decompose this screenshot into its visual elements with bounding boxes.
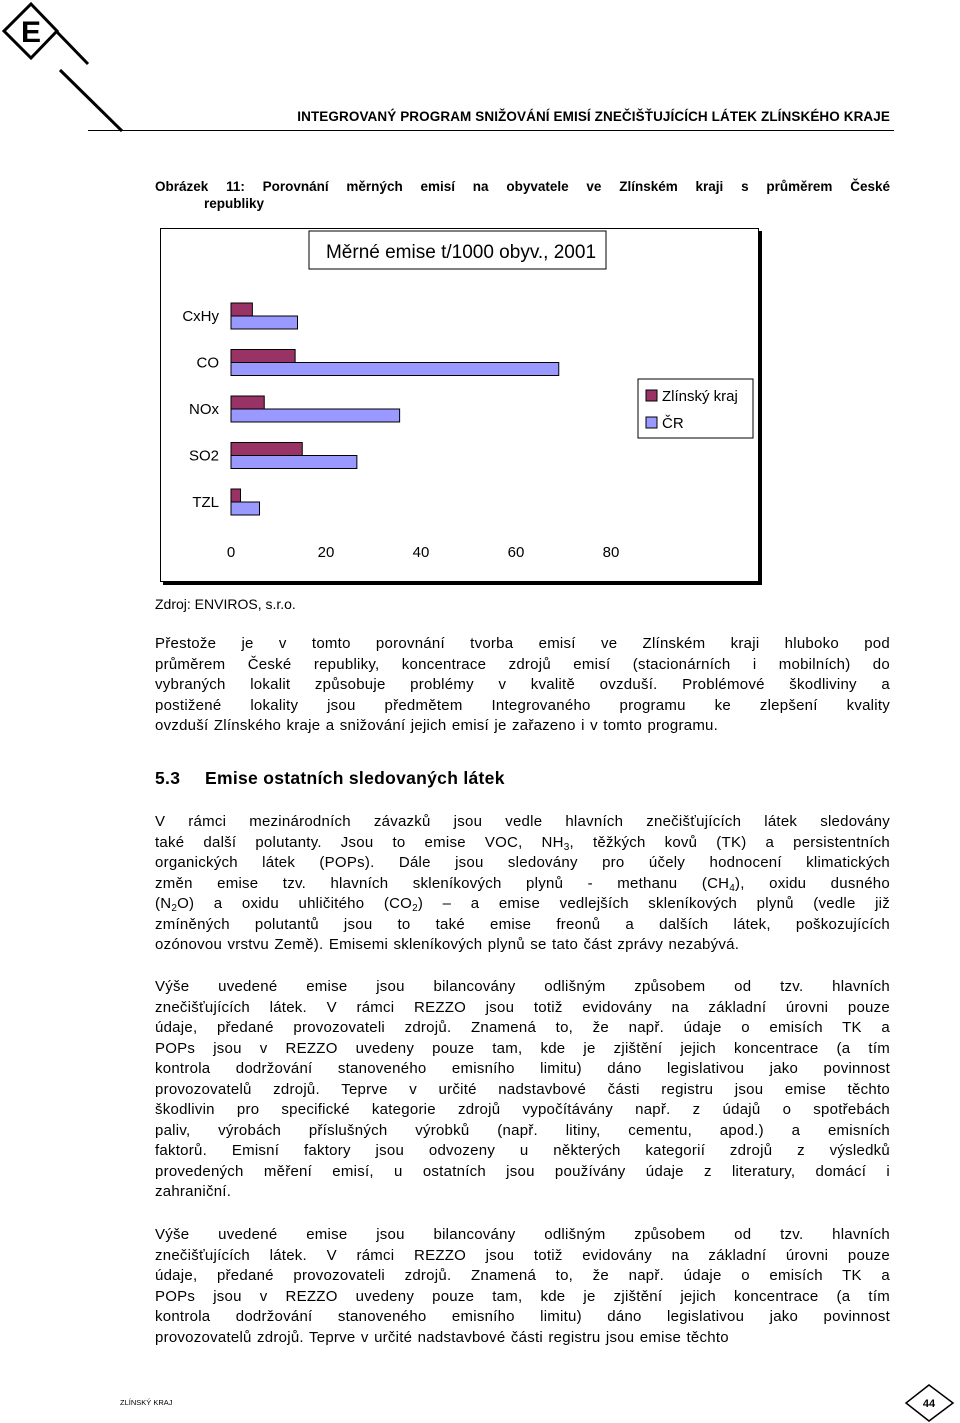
paragraph-2-line: zmíněných polutantů jsou to také emise freonů a dalších látek, poškozujících <box>155 915 890 933</box>
bar-nox-series-0 <box>231 396 264 409</box>
caption-line-1 <box>155 178 890 195</box>
bar-so2-series-1 <box>231 456 357 469</box>
p4-line: provozovatelů zdrojů. Teprve v určité nadstavbové části registru jsou emise těchto <box>155 1328 729 1346</box>
chart-svg <box>161 229 758 581</box>
subscript: 2 <box>412 903 418 914</box>
paragraph-2-line <box>155 894 890 915</box>
subscript: 3 <box>563 841 570 853</box>
category-label: NOx <box>189 401 219 418</box>
caption-word: kraji <box>695 179 724 194</box>
section-title: Emise ostatních sledovaných látek <box>205 768 505 788</box>
bar-cxhy-series-1 <box>231 316 298 329</box>
p4-line: znečišťujících látek. V rámci REZZO jsou totiž evidovány na základní úrovni pouze <box>155 1246 890 1264</box>
header-divider <box>88 130 894 131</box>
page-number-badge <box>904 1383 956 1423</box>
p3-line: kontrola dodržování stanoveného emisního limitu) dáno legislativou jako povinnost <box>155 1060 890 1077</box>
p3-line: zahraniční. <box>155 1183 232 1200</box>
page-number: 44 <box>922 1398 936 1410</box>
paragraph-3 <box>155 977 890 1203</box>
text-run: změn emise tzv. hlavních skleníkových plynů - methanu (CH <box>155 874 730 892</box>
p1-line: vybraných lokalit způsobuje problémy v kvalitě ovzduší. Problémové škodliviny a <box>155 676 890 693</box>
figure-source: Zdroj: ENVIROS, s.r.o. <box>155 596 296 612</box>
bar-co-series-0 <box>231 350 295 363</box>
footer-label: ZLÍNSKÝ KRAJ <box>120 1398 173 1407</box>
category-label: CO <box>196 354 219 372</box>
x-tick-label: 80 <box>602 544 620 561</box>
x-tick-label: 40 <box>412 544 430 561</box>
caption-word: obyvatele <box>506 179 569 194</box>
caption-word: ve <box>586 179 602 194</box>
figure-caption <box>155 178 890 212</box>
paragraph-2-line: ozónovou vrstvu Země). Emisemi skleníkových plynů se tato část zprávy nezabývá. <box>155 936 740 953</box>
p3-line: faktorů. Emisní faktory jsou odvozeny u některých kategorií zdrojů z výsledků <box>155 1142 890 1159</box>
paragraph-2 <box>155 812 890 956</box>
p4-line: kontrola dodržování stanoveného emisního limitu) dáno legislativou jako povinnost <box>155 1308 890 1325</box>
p4-line: údaje, předané provozovateli zdrojů. Znamená to, že např. údaje o emisích TK a <box>155 1267 890 1284</box>
p3-line: Výše uvedené emise jsou bilancovány odlišným způsobem od tzv. hlavních <box>155 978 890 995</box>
bar-cxhy-series-0 <box>231 303 252 316</box>
caption-word: Porovnání <box>262 179 329 194</box>
caption-word: Zlínském <box>619 179 678 194</box>
text-run: O) a oxidu uhličitého (CO <box>177 895 413 912</box>
p3-line: paliv, výrobách příslušných výrobků (např. litiny, cementu, apod.) a emisních <box>155 1121 890 1139</box>
chart-title: Měrné emise t/1000 obyv., 2001 <box>325 242 597 263</box>
caption-word: Obrázek <box>155 179 209 194</box>
p4-line: Výše uvedené emise jsou bilancovány odlišným způsobem od tzv. hlavních <box>155 1226 890 1243</box>
bar-nox-series-1 <box>231 409 400 422</box>
text-run: (N <box>155 895 172 912</box>
legend-swatch <box>646 417 657 428</box>
bar-co-series-1 <box>231 363 559 376</box>
paragraph-4 <box>155 1225 890 1348</box>
x-tick-label: 0 <box>226 544 236 561</box>
p3-line: znečišťujících látek. V rámci REZZO jsou totiž evidovány na základní úrovni pouze <box>155 998 890 1016</box>
caption-word: České <box>850 179 890 194</box>
bar-tzl-series-1 <box>231 502 260 515</box>
p3-line: škodlivin pro specifické kategorie zdrojů vypočítávány např. z údajů o spotřebách <box>155 1101 890 1118</box>
subscript: 2 <box>171 903 178 914</box>
text-run: ) – a emise vedlejších skleníkových plynů (vedle již <box>417 895 891 912</box>
caption-line-2: republiky <box>204 196 265 211</box>
category-label: TZL <box>192 494 219 511</box>
subscript: 4 <box>729 882 736 894</box>
caption-word: měrných <box>346 179 403 194</box>
p1-line: průměrem České republiky, koncentrace zdrojů emisí (stacionárních i mobilních) do <box>155 655 890 673</box>
p4-line: POPs jsou v REZZO uvedeny pouze tam, kde je zjištění jejich koncentrace (a tím <box>155 1287 890 1305</box>
p3-line: provozovatelů zdrojů. Teprve v určité nadstavbové části registru jsou emise těchto <box>155 1080 890 1098</box>
section-number: 5.3 <box>155 768 181 788</box>
p1-line: ovzduší Zlínského kraje a snižování jejich emisí je zařazeno i v tomto programu. <box>155 717 719 734</box>
p3-line: POPs jsou v REZZO uvedeny pouze tam, kde je zjištění jejich koncentrace (a tím <box>155 1039 890 1057</box>
document-header-title: INTEGROVANÝ PROGRAM SNIŽOVÁNÍ EMISÍ ZNEČIŠŤUJÍCÍCH LÁTEK ZLÍNSKÉHO KRAJE <box>297 109 890 124</box>
logo-e-icon <box>0 0 150 135</box>
bar-tzl-series-0 <box>231 489 241 502</box>
category-label: CxHy <box>182 308 219 325</box>
legend-label: Zlínský kraj <box>662 388 738 405</box>
logo-letter: E <box>20 16 42 49</box>
p1-line: Přestože je v tomto porovnání tvorba emisí ve Zlínském kraji hluboko pod <box>155 635 890 652</box>
p3-line: údaje, předané provozovateli zdrojů. Znamená to, že např. údaje o emisích TK a <box>155 1019 890 1036</box>
paragraph-2-line <box>155 833 890 854</box>
paragraph-2-line: organických látek (POPs). Dále jsou sledovány pro účely hodnocení klimatických <box>155 854 890 871</box>
caption-word: s <box>741 179 749 194</box>
x-tick-label: 20 <box>317 544 335 561</box>
caption-word: emisí <box>420 179 456 194</box>
paragraph-1 <box>155 634 890 737</box>
p3-line: provedených měření emisí, u ostatních jsou používány údaje z literatury, domácí i <box>155 1162 890 1180</box>
p1-line: postižené lokality jsou předmětem Integrovaného programu ke zlepšení kvality <box>155 696 890 714</box>
x-tick-label: 60 <box>507 544 525 561</box>
caption-word: průměrem <box>766 179 833 194</box>
category-label: SO2 <box>188 447 219 465</box>
section-heading <box>155 768 505 789</box>
legend-swatch <box>646 390 657 401</box>
paragraph-2-line <box>155 874 890 895</box>
text-run: , těžkých kovů (TK) a persistentních <box>569 833 890 851</box>
legend-label: ČR <box>662 415 684 432</box>
caption-word: na <box>472 179 489 194</box>
text-run: ), oxidu dusného <box>735 874 890 892</box>
emissions-chart <box>160 228 759 582</box>
text-run: také další polutanty. Jsou to emise VOC, NH <box>155 833 564 851</box>
bar-so2-series-0 <box>231 443 302 456</box>
caption-word: 11: <box>226 179 245 194</box>
paragraph-2-line: V rámci mezinárodních závazků jsou vedle hlavních znečišťujících látek sledovány <box>155 813 890 830</box>
